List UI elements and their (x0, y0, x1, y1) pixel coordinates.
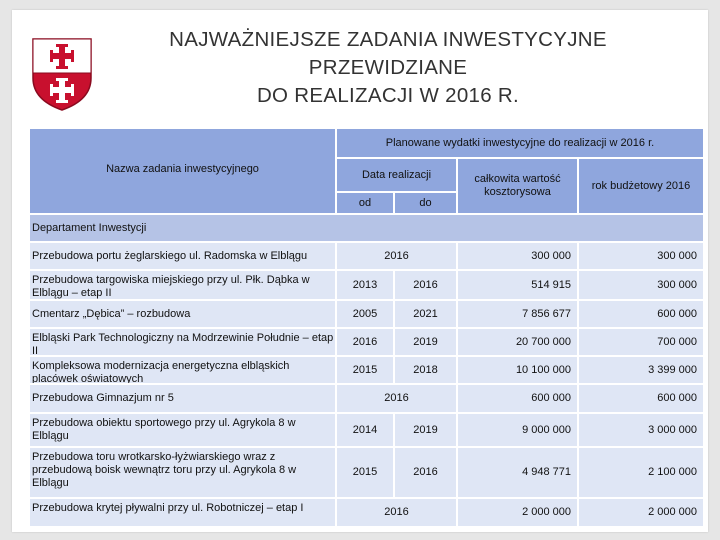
table-row-budget: 300 000 (578, 242, 704, 270)
table-row-total-value: 9 000 000 (457, 413, 578, 447)
table-row-total-value: 4 948 771 (457, 447, 578, 498)
table-row-task: Elbląski Park Technologiczny na Modrzewinie Południe – etap II (29, 328, 336, 356)
title-line-2: PRZEWIDZIANE (308, 56, 468, 79)
table-row-total-value: 600 000 (457, 384, 578, 413)
table-row-budget: 700 000 (578, 328, 704, 356)
table-row-od: 2014 (336, 413, 394, 447)
table-row-years: 2016 (336, 242, 457, 270)
task-name-header: Nazwa zadania inwestycyjnego (29, 128, 336, 214)
table-row-od: 2005 (336, 300, 394, 328)
table-row-total-value: 2 000 000 (457, 498, 578, 527)
data-realizacji-header: Data realizacji (336, 158, 457, 192)
table-row-budget: 600 000 (578, 384, 704, 413)
table-row-task: Kompleksowa modernizacja energetyczna elbląskich placówek oświatowych (29, 356, 336, 384)
table-row-budget: 300 000 (578, 270, 704, 300)
od-header: od (336, 192, 394, 214)
table-row-years: 2016 (336, 384, 457, 413)
table-row-budget: 2 100 000 (578, 447, 704, 498)
table-row-years: 2016 (336, 498, 457, 527)
table-row-do: 2021 (394, 300, 457, 328)
planned-expenses-header: Planowane wydatki inwestycyjne do realizacji w 2016 r. (336, 128, 704, 158)
table-row-task: Przebudowa portu żeglarskiego ul. Radomska w Elblągu (29, 242, 336, 270)
table-row-task: Cmentarz „Dębica” – rozbudowa (29, 300, 336, 328)
table-row-od: 2015 (336, 447, 394, 498)
table-row-task: Przebudowa obiektu sportowego przy ul. Agrykola 8 w Elblągu (29, 413, 336, 447)
table-row-total-value: 7 856 677 (457, 300, 578, 328)
table-row-total-value: 300 000 (457, 242, 578, 270)
table-row-task: Przebudowa Gimnazjum nr 5 (29, 384, 336, 413)
table-row-do: 2016 (394, 270, 457, 300)
table-row-total-value: 10 100 000 (457, 356, 578, 384)
table-row-od: 2013 (336, 270, 394, 300)
title-line-1: NAJWAŻNIEJSZE ZADANIA INWESTYCYJNE (169, 28, 607, 51)
table-row-do: 2016 (394, 447, 457, 498)
table-row-budget: 2 000 000 (578, 498, 704, 527)
do-header: do (394, 192, 457, 214)
table-row-budget: 3 000 000 (578, 413, 704, 447)
department-row: Departament Inwestycji (29, 214, 704, 242)
table-row-od: 2016 (336, 328, 394, 356)
table-row-budget: 3 399 000 (578, 356, 704, 384)
table-row-total-value: 514 915 (457, 270, 578, 300)
table-row-total-value: 20 700 000 (457, 328, 578, 356)
table-row-od: 2015 (336, 356, 394, 384)
table-row-task: Przebudowa krytej pływalni przy ul. Robotniczej – etap I (29, 498, 336, 527)
table-row-task: Przebudowa toru wrotkarsko-łyżwiarskiego wraz z przebudową boisk wewnątrz toru przy ul. Agrykola 8 w Elblągu (29, 447, 336, 498)
table-row-do: 2018 (394, 356, 457, 384)
title-line-3: DO REALIZACJI W 2016 R. (256, 84, 520, 107)
table-row-task: Przebudowa targowiska miejskiego przy ul. Płk. Dąbka w Elblągu – etap II (29, 270, 336, 300)
table-row-do: 2019 (394, 413, 457, 447)
budget-year-header: rok budżetowy 2016 (578, 158, 704, 214)
table-row-do: 2019 (394, 328, 457, 356)
table-row-budget: 600 000 (578, 300, 704, 328)
total-value-header: całkowita wartość kosztorysowa (457, 158, 578, 214)
